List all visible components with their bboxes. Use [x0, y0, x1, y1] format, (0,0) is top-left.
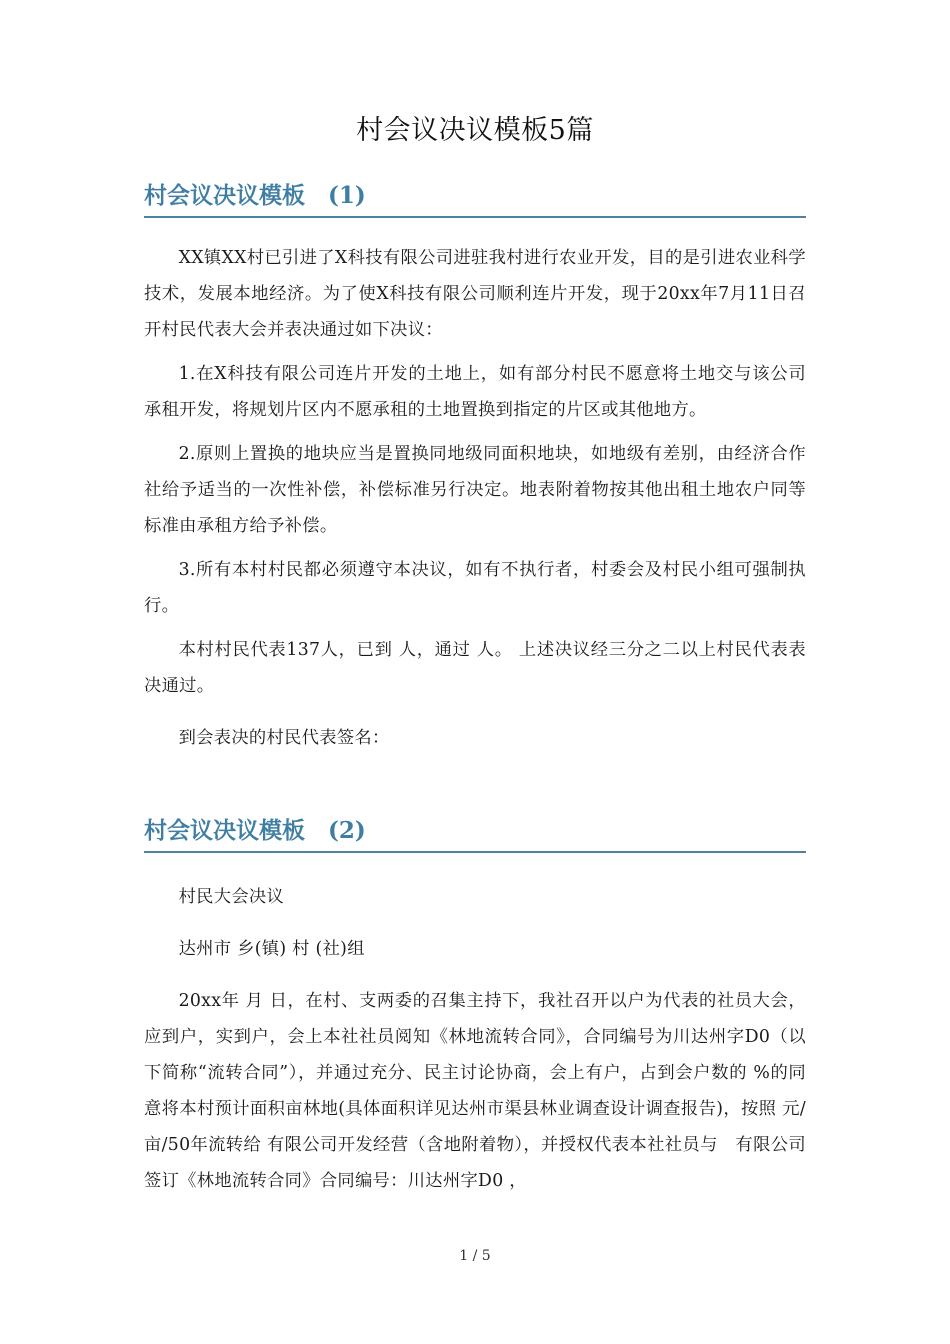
paragraph: 1.在X科技有限公司连片开发的土地上，如有部分村民不愿意将土地交与该公司承租开发，将规划片区内不愿承租的土地置换到指定的片区或其他地方。 [144, 364, 806, 420]
paragraph: XX镇XX村已引进了X科技有限公司进驻我村进行农业开发，目的是引进农业科学技术，发展本地经济。为了使X科技有限公司顺利连片开发，现于20xx年7月11日召开村民代表大会并表决通过如下决议： [144, 248, 806, 340]
paragraph: 3.所有本村村民都必须遵守本决议，如有不执行者，村委会及村民小组可强制执行。 [144, 560, 806, 616]
paragraph: 2.原则上置换的地块应当是置换同地级同面积地块，如地级有差别，由经济合作社给予适当的一次性补偿，补偿标准另行决定。地表附着物按其他出租土地农户同等标准由承租方给予补偿。 [144, 444, 806, 536]
paragraph: 达州市 乡(镇) 村 (社)组 [178, 939, 365, 959]
paragraph: 20xx年 月 日，在村、支两委的召集主持下，我社召开以户为代表的社员大会，应到户，实到户，会上本社社员阅知《林地流转合同》，合同编号为川达州字D0（以下简称“流转合同”），并通过充分、民主讨论协商，会上有户，占到会户数的 %的同意将本村预计面积亩林地(具体面积详见达州市渠县林业调查设计调查报告)，按照 元/亩/50年流转给 有限公司开发经营（含地附着物），并授权代表本社社员与 有限公司签订《林地流转合同》合同编号：川达州字D0 ， [144, 991, 806, 1191]
section-heading: 村会议决议模板 (2) [144, 815, 806, 853]
paragraph: 本村村民代表137人，已到 人，通过 人。 上述决议经三分之二以上村民代表表决通过。 [144, 640, 806, 696]
document-title: 村会议决议模板5篇 [356, 115, 594, 146]
paragraph: 村民大会决议 [178, 887, 285, 907]
section-heading: 村会议决议模板 (1) [144, 180, 806, 218]
page-number: 1 / 5 [459, 1248, 491, 1264]
paragraph: 到会表决的村民代表签名： [178, 728, 390, 748]
section-1 [144, 180, 806, 756]
section-2 [144, 815, 806, 1199]
